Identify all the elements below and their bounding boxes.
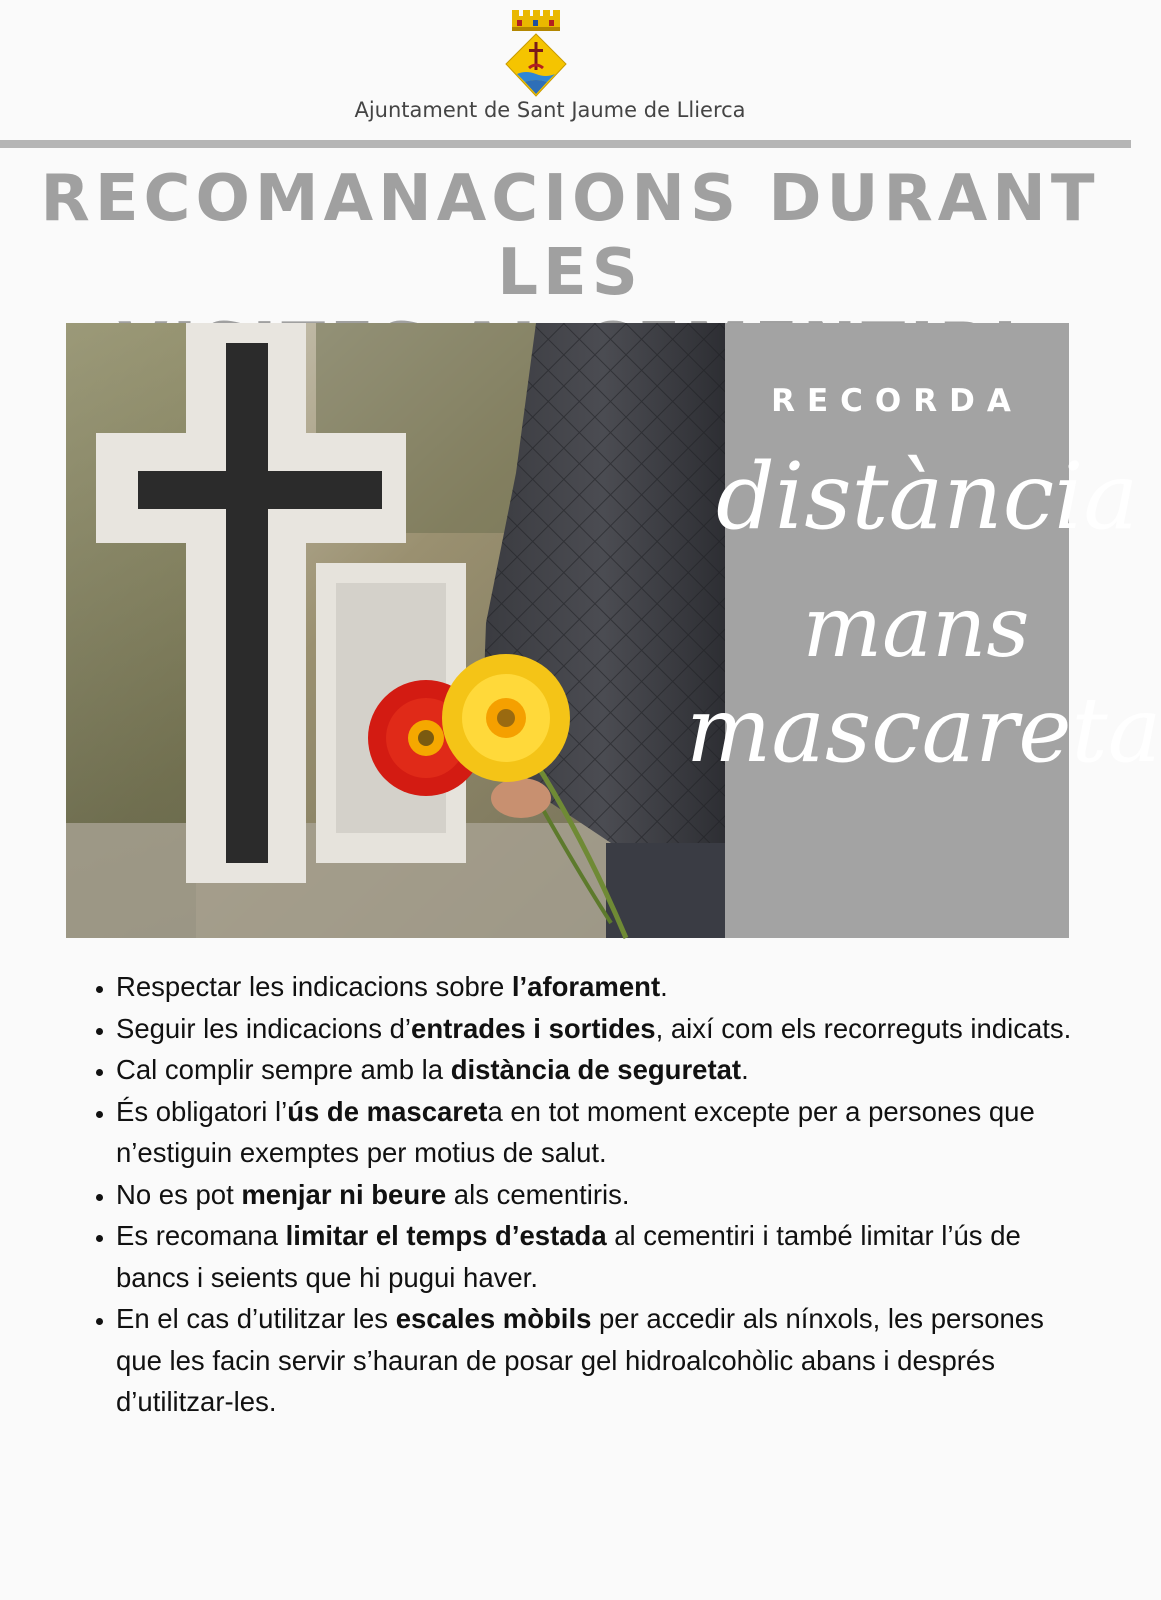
cemetery-photo xyxy=(66,323,726,938)
municipal-coat-of-arms-logo xyxy=(503,10,569,100)
list-item: • És obligatori l’ús de mascareta en tot moment excepte per a persones que n’estiguin exemptes per motius de salut. xyxy=(116,1091,1096,1174)
reminder-word-distance: distància xyxy=(716,443,1139,550)
list-item: • No es pot menjar ni beure als cementiris. xyxy=(116,1174,1096,1216)
list-item: • En el cas d’utilitzar les escales mòbils per accedir als nínxols, les persones que les facin servir s’hauran de posar gel hidroalcohòlic abans i després d’utilitzar-les. xyxy=(116,1298,1096,1423)
list-item: • Es recomana limitar el temps d’estada al cementiri i també limitar l’ús de bancs i seients que hi pugui haver. xyxy=(116,1215,1096,1298)
hero-banner xyxy=(66,323,1161,938)
header-divider xyxy=(0,140,1131,148)
reminder-heading: RECORDA xyxy=(771,383,1023,419)
list-item: • Seguir les indicacions d’entrades i sortides, així com els recorreguts indicats. xyxy=(116,1008,1096,1050)
title-line-1: RECOMANACIONS DURANT LES xyxy=(40,162,1100,310)
list-item: • Cal complir sempre amb la distància de seguretat. xyxy=(116,1049,1096,1091)
recommendations-list xyxy=(86,966,1096,1423)
page-header xyxy=(0,0,1131,140)
organization-name: Ajuntament de Sant Jaume de Llierca xyxy=(354,98,746,122)
reminder-word-mask: mascareta xyxy=(686,678,1161,783)
reminder-word-hands: mans xyxy=(802,578,1030,676)
list-item: • Respectar les indicacions sobre l’aforament. xyxy=(116,966,1096,1008)
